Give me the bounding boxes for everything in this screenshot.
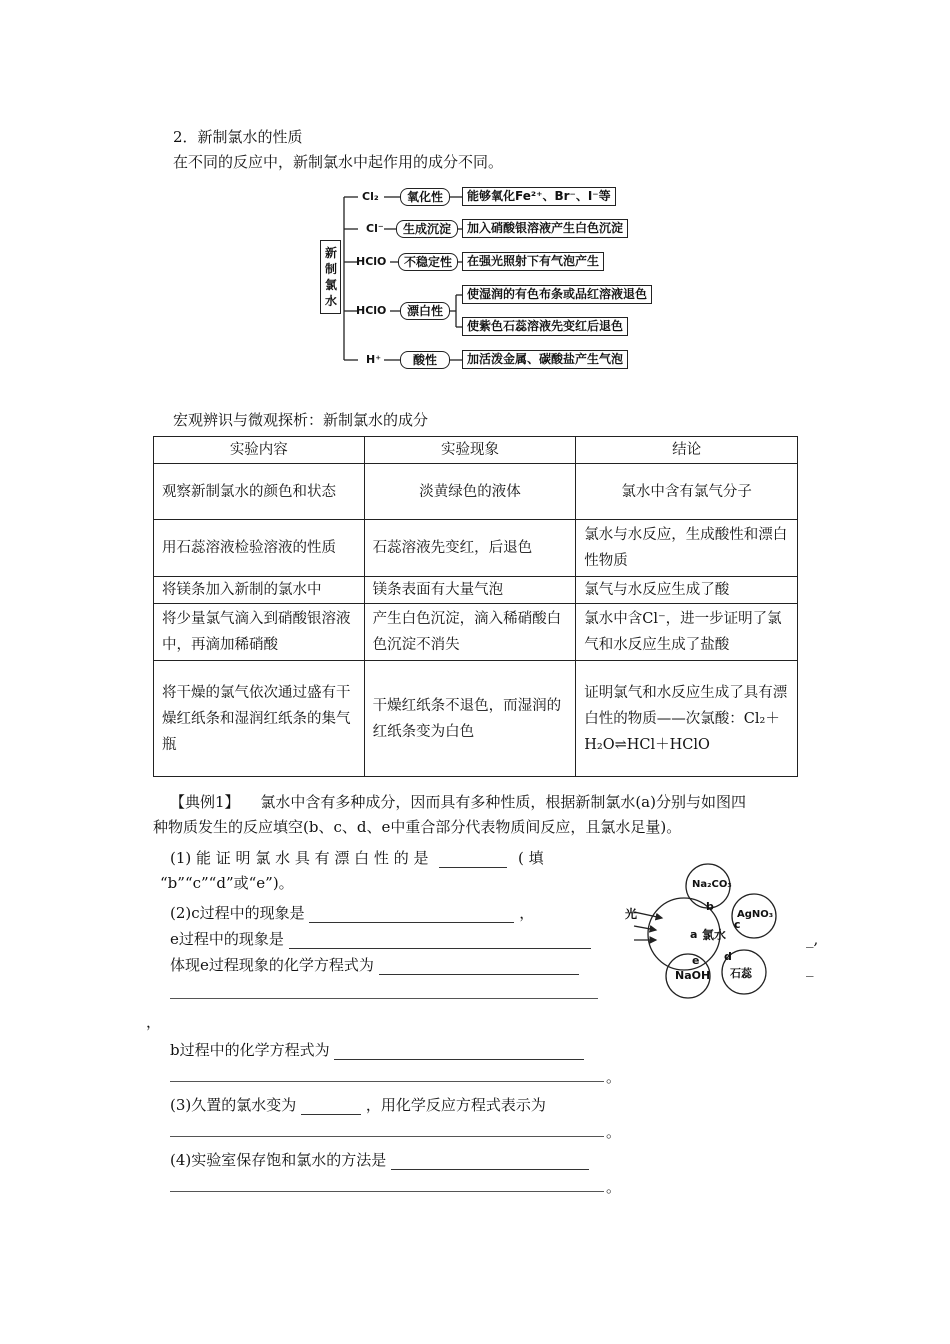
table-cell: 证明氯气和水反应生成了具有漂白性的物质——次氯酸：Cl₂＋H₂O⇌HCl＋HClO xyxy=(576,661,798,777)
margin-mark: _ xyxy=(806,959,814,977)
table-header-cell: 实验现象 xyxy=(364,437,576,464)
table-row xyxy=(154,464,798,520)
table-header-row xyxy=(154,437,798,464)
question-4 xyxy=(170,1150,589,1170)
circle-label: AgNO₃ xyxy=(737,909,774,920)
punctuation: 。 xyxy=(606,1178,622,1196)
effect-box: 使紫色石蕊溶液先变红后退色 xyxy=(462,317,628,336)
circle-label: 石蕊 xyxy=(730,967,752,980)
overlap-letter: b xyxy=(706,900,714,913)
circle-label: Na₂CO₃ xyxy=(692,879,732,890)
example-line-1 xyxy=(170,792,746,812)
question-3 xyxy=(170,1095,546,1115)
question-1-text: (1) 能 证 明 氯 水 具 有 漂 白 性 的 是 xyxy=(170,849,429,867)
question-1-options: “b”“c”“d”或“e”)。 xyxy=(160,874,294,892)
question-1-hint: ( 填 xyxy=(518,849,544,867)
table-cell: 石蕊溶液先变红，后退色 xyxy=(364,520,576,577)
species-label: Cl₂ xyxy=(362,190,379,203)
table-header-cell: 结论 xyxy=(576,437,798,464)
table-cell: 观察新制氯水的颜色和状态 xyxy=(154,464,365,520)
table-cell: 淡黄绿色的液体 xyxy=(364,464,576,520)
table-cell: 氯水中含Cl⁻，进一步证明了氯气和水反应生成了盐酸 xyxy=(576,604,798,661)
punctuation: ， xyxy=(519,904,535,922)
property-box: 氧化性 xyxy=(400,188,450,206)
effect-box: 加活泼金属、碳酸盐产生气泡 xyxy=(462,350,628,369)
species-label: HClO xyxy=(356,255,387,268)
center-letter: a xyxy=(690,928,698,941)
question-2e-equation xyxy=(170,955,579,975)
answer-blank-3[interactable] xyxy=(301,1099,361,1115)
table-cell: 镁条表面有大量气泡 xyxy=(364,577,576,604)
overlap-letter: d xyxy=(724,950,732,963)
table-row xyxy=(154,661,798,777)
punctuation: ， xyxy=(146,1013,162,1031)
question-2b xyxy=(170,1040,584,1060)
answer-line[interactable] xyxy=(170,1191,604,1192)
table-cell: 氯水与水反应，生成酸性和漂白性物质 xyxy=(576,520,798,577)
table-cell: 氯气与水反应生成了酸 xyxy=(576,577,798,604)
species-label: HClO xyxy=(356,304,387,317)
question-2c-text: (2)c过程中的现象是 xyxy=(170,904,305,922)
question-2c xyxy=(170,903,534,923)
question-3-text-b: ，用化学反应方程式表示为 xyxy=(365,1096,546,1114)
question-2b-text: b过程中的化学方程式为 xyxy=(170,1041,330,1059)
overlap-letter: e xyxy=(692,954,700,967)
question-4-text: (4)实验室保存饱和氯水的方法是 xyxy=(170,1151,387,1169)
example-stem-line-2: 种物质发生的反应填空(b、c、d、e中重合部分代表物质间反应，且氯水足量)。 xyxy=(153,818,682,836)
species-label: Cl⁻ xyxy=(366,222,384,235)
margin-mark: _, xyxy=(806,930,819,948)
circle-label: NaOH xyxy=(675,969,711,982)
effect-box: 在强光照射下有气泡产生 xyxy=(462,252,604,271)
effect-box: 加入硝酸银溶液产生白色沉淀 xyxy=(462,219,628,238)
table-cell: 产生白色沉淀，滴入稀硝酸白色沉淀不消失 xyxy=(364,604,576,661)
table-cell: 将干燥的氯气依次通过盛有干燥红纸条和湿润红纸条的集气瓶 xyxy=(154,661,365,777)
overlap-letter: c xyxy=(734,918,741,931)
table-cell: 将镁条加入新制的氯水中 xyxy=(154,577,365,604)
answer-line[interactable] xyxy=(170,1081,604,1082)
table-cell: 用石蕊溶液检验溶液的性质 xyxy=(154,520,365,577)
property-box: 不稳定性 xyxy=(398,253,458,271)
effect-box: 使湿润的有色布条或品红溶液退色 xyxy=(462,285,652,304)
answer-blank-1[interactable] xyxy=(439,852,507,868)
property-box: 生成沉淀 xyxy=(396,220,458,238)
answer-line[interactable] xyxy=(170,1136,604,1137)
diagram-root-box: 新制氯水 xyxy=(320,240,341,314)
punctuation: 。 xyxy=(606,1123,622,1141)
table-row xyxy=(154,577,798,604)
question-2e-text: e过程中的现象是 xyxy=(170,930,284,948)
intro-text: 在不同的反应中，新制氯水中起作用的成分不同。 xyxy=(173,153,504,171)
question-1 xyxy=(170,848,544,868)
table-cell: 将少量氯气滴入到硝酸银溶液中，再滴加稀硝酸 xyxy=(154,604,365,661)
answer-blank-4[interactable] xyxy=(391,1154,589,1170)
center-label: 氯水 xyxy=(702,928,727,942)
answer-blank-2e-eq[interactable] xyxy=(379,959,579,975)
question-2e-eq-text: 体现e过程现象的化学方程式为 xyxy=(170,956,374,974)
example-tag: 【典例1】 xyxy=(170,793,240,811)
question-2e xyxy=(170,929,591,949)
table-cell: 干燥红纸条不退色，而湿润的红纸条变为白色 xyxy=(364,661,576,777)
property-box: 酸性 xyxy=(400,351,450,369)
reaction-venn-diagram xyxy=(620,862,790,1002)
diagram-connectors xyxy=(300,180,680,375)
species-label: H⁺ xyxy=(366,353,382,366)
effect-box: 能够氧化Fe²⁺、Br⁻、I⁻等 xyxy=(462,187,616,206)
answer-blank-2e[interactable] xyxy=(289,933,591,949)
example-stem: 氯水中含有多种成分，因而具有多种性质，根据新制氯水(a)分别与如图四 xyxy=(260,793,746,811)
answer-blank-2c[interactable] xyxy=(309,907,514,923)
table-row xyxy=(154,604,798,661)
property-box: 漂白性 xyxy=(400,302,450,320)
experiment-table xyxy=(153,436,798,777)
table-cell: 氯水中含有氯气分子 xyxy=(576,464,798,520)
punctuation: 。 xyxy=(606,1068,622,1086)
answer-line[interactable] xyxy=(170,998,598,999)
light-label: 光 xyxy=(625,907,638,921)
table-row xyxy=(154,520,798,577)
answer-blank-2b[interactable] xyxy=(334,1044,584,1060)
table-header-cell: 实验内容 xyxy=(154,437,365,464)
table-caption: 宏观辨识与微观探析：新制氯水的成分 xyxy=(173,411,429,429)
section-title: 2．新制氯水的性质 xyxy=(173,128,303,146)
question-3-text: (3)久置的氯水变为 xyxy=(170,1096,297,1114)
